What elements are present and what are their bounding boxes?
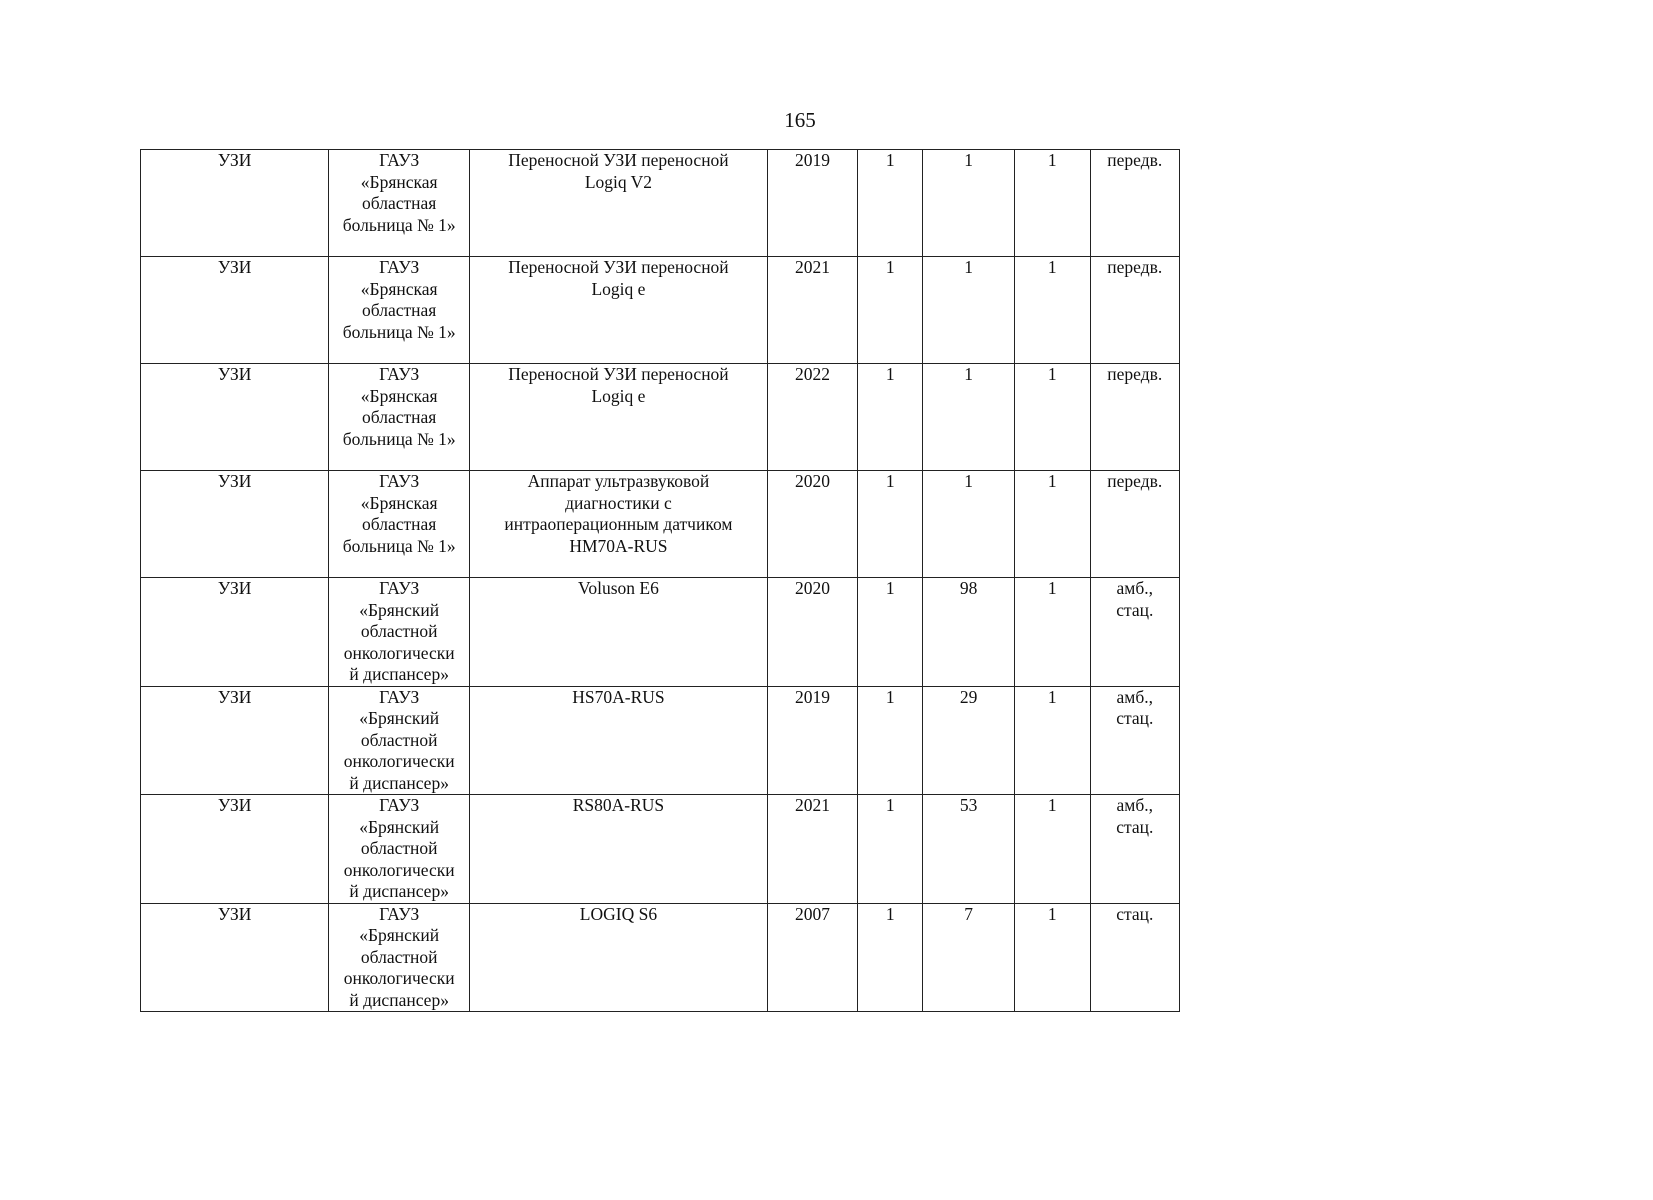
cell-study-type: УЗИ <box>141 364 329 471</box>
cell-col7: 1 <box>1014 471 1090 578</box>
cell-col6: 98 <box>923 578 1014 687</box>
cell-year: 2021 <box>767 257 857 364</box>
cell-organization-line: ГАУЗ <box>379 903 420 924</box>
cell-mode-line: амб., <box>1116 795 1154 815</box>
cell-device <box>470 903 768 1012</box>
cell-organization <box>329 795 470 904</box>
cell-organization <box>329 257 470 364</box>
cell-device-line: Переносной УЗИ переносной <box>508 257 729 277</box>
cell-study-type: УЗИ <box>141 795 329 904</box>
cell-device-line: Logiq e <box>591 385 646 406</box>
cell-mode-line: передв. <box>1107 364 1163 384</box>
cell-organization-line: областная <box>362 193 437 213</box>
cell-mode-line: передв. <box>1107 150 1163 170</box>
cell-device-line: Logiq V2 <box>584 171 653 192</box>
cell-organization-line: «Брянская <box>360 385 438 406</box>
cell-mode-line: стац. <box>1116 708 1154 728</box>
cell-organization-line: областной <box>360 621 438 641</box>
cell-device-line: Аппарат ультразвуковой <box>527 471 710 491</box>
cell-col6: 7 <box>923 903 1014 1012</box>
cell-col6: 29 <box>923 686 1014 795</box>
cell-device <box>470 795 768 904</box>
cell-col6: 1 <box>923 471 1014 578</box>
cell-organization-line: областная <box>362 514 437 534</box>
cell-mode-line: амб., <box>1116 578 1154 598</box>
cell-study-type: УЗИ <box>141 150 329 257</box>
cell-device-line: HM70A-RUS <box>569 535 668 556</box>
cell-organization <box>329 471 470 578</box>
cell-organization-line: ГАУЗ <box>379 686 420 707</box>
cell-organization-line: «Брянская <box>360 278 438 299</box>
cell-organization-line: областная <box>362 300 437 320</box>
cell-device-line: диагностики с <box>565 492 672 513</box>
cell-year: 2019 <box>767 150 857 257</box>
cell-mode <box>1090 795 1179 904</box>
cell-study-type: УЗИ <box>141 686 329 795</box>
cell-organization-line: ГАУЗ <box>379 150 420 170</box>
cell-year: 2020 <box>767 578 857 687</box>
cell-study-type: УЗИ <box>141 578 329 687</box>
cell-col5: 1 <box>858 578 923 687</box>
cell-organization <box>329 903 470 1012</box>
table-row <box>141 257 1180 364</box>
cell-year: 2022 <box>767 364 857 471</box>
cell-device-line: Voluson E6 <box>578 578 659 598</box>
cell-organization-line: онкологически <box>343 968 455 988</box>
cell-organization-line: «Брянский <box>359 925 440 945</box>
cell-study-type: УЗИ <box>141 903 329 1012</box>
cell-col5: 1 <box>858 257 923 364</box>
cell-mode <box>1090 686 1179 795</box>
cell-mode <box>1090 257 1179 364</box>
cell-organization-line: ГАУЗ <box>379 795 420 815</box>
cell-year: 2021 <box>767 795 857 904</box>
cell-organization-line: больница № 1» <box>342 428 456 449</box>
cell-organization-line: областной <box>360 838 438 858</box>
cell-col7: 1 <box>1014 686 1090 795</box>
cell-col7: 1 <box>1014 795 1090 904</box>
table-row <box>141 150 1180 257</box>
cell-organization-line: «Брянская <box>360 492 438 513</box>
cell-year: 2020 <box>767 471 857 578</box>
cell-col5: 1 <box>858 686 923 795</box>
cell-mode-line: стац. <box>1116 599 1154 620</box>
cell-organization-line: онкологически <box>343 859 455 880</box>
cell-study-type: УЗИ <box>141 257 329 364</box>
cell-col5: 1 <box>858 364 923 471</box>
cell-organization-line: й диспансер» <box>349 772 449 793</box>
cell-organization-line: «Брянский <box>359 708 440 728</box>
cell-device <box>470 257 768 364</box>
cell-mode <box>1090 903 1179 1012</box>
table-row <box>141 364 1180 471</box>
cell-col6: 53 <box>923 795 1014 904</box>
cell-col5: 1 <box>858 150 923 257</box>
cell-organization-line: областной <box>360 946 438 967</box>
cell-col7: 1 <box>1014 903 1090 1012</box>
cell-device-line: Logiq e <box>591 278 646 299</box>
cell-organization <box>329 364 470 471</box>
cell-organization <box>329 686 470 795</box>
table-row <box>141 471 1180 578</box>
cell-organization-line: «Брянский <box>359 599 440 620</box>
cell-mode-line: передв. <box>1107 257 1163 277</box>
cell-device-line: Переносной УЗИ переносной <box>508 150 729 170</box>
cell-organization <box>329 578 470 687</box>
cell-device-line: интраоперационным датчиком <box>504 514 733 534</box>
cell-organization-line: онкологически <box>343 642 455 663</box>
cell-organization-line: ГАУЗ <box>379 257 420 277</box>
cell-col6: 1 <box>923 257 1014 364</box>
cell-mode-line: амб., <box>1116 686 1154 707</box>
cell-organization-line: онкологически <box>343 751 455 771</box>
cell-device <box>470 150 768 257</box>
cell-col5: 1 <box>858 903 923 1012</box>
cell-col7: 1 <box>1014 257 1090 364</box>
cell-organization-line: больница № 1» <box>342 321 456 342</box>
table-row <box>141 903 1180 1012</box>
cell-mode <box>1090 471 1179 578</box>
cell-mode-line: стац. <box>1116 816 1154 837</box>
cell-col5: 1 <box>858 471 923 578</box>
cell-col7: 1 <box>1014 578 1090 687</box>
table-body <box>141 150 1180 1012</box>
cell-organization-line: ГАУЗ <box>379 471 420 491</box>
cell-device <box>470 686 768 795</box>
cell-year: 2007 <box>767 903 857 1012</box>
cell-col6: 1 <box>923 150 1014 257</box>
cell-organization-line: «Брянский <box>359 816 440 837</box>
cell-organization-line: больница № 1» <box>342 214 456 235</box>
cell-mode-line: стац. <box>1116 903 1154 924</box>
cell-col5: 1 <box>858 795 923 904</box>
cell-mode-line: передв. <box>1107 471 1163 491</box>
cell-organization-line: больница № 1» <box>342 535 456 556</box>
cell-mode <box>1090 578 1179 687</box>
table-row <box>141 686 1180 795</box>
cell-organization-line: й диспансер» <box>349 881 449 901</box>
cell-device-line: LOGIQ S6 <box>579 903 658 924</box>
cell-device <box>470 471 768 578</box>
cell-mode <box>1090 364 1179 471</box>
cell-organization-line: ГАУЗ <box>379 578 420 598</box>
equipment-table <box>140 149 1180 1012</box>
cell-organization-line: ГАУЗ <box>379 364 420 384</box>
cell-col6: 1 <box>923 364 1014 471</box>
cell-device <box>470 364 768 471</box>
cell-organization-line: й диспансер» <box>349 664 449 684</box>
cell-organization <box>329 150 470 257</box>
cell-organization-line: «Брянская <box>360 171 438 192</box>
cell-organization-line: й диспансер» <box>349 989 449 1010</box>
cell-col7: 1 <box>1014 150 1090 257</box>
page-number: 165 <box>784 108 816 132</box>
cell-device-line: HS70A-RUS <box>572 686 665 707</box>
cell-device-line: Переносной УЗИ переносной <box>508 364 729 384</box>
cell-mode <box>1090 150 1179 257</box>
cell-organization-line: областная <box>362 407 437 427</box>
cell-year: 2019 <box>767 686 857 795</box>
cell-col7: 1 <box>1014 364 1090 471</box>
cell-device-line: RS80A-RUS <box>572 795 665 815</box>
cell-organization-line: областной <box>360 729 438 750</box>
cell-device <box>470 578 768 687</box>
cell-study-type: УЗИ <box>141 471 329 578</box>
table-row <box>141 578 1180 687</box>
table-row <box>141 795 1180 904</box>
